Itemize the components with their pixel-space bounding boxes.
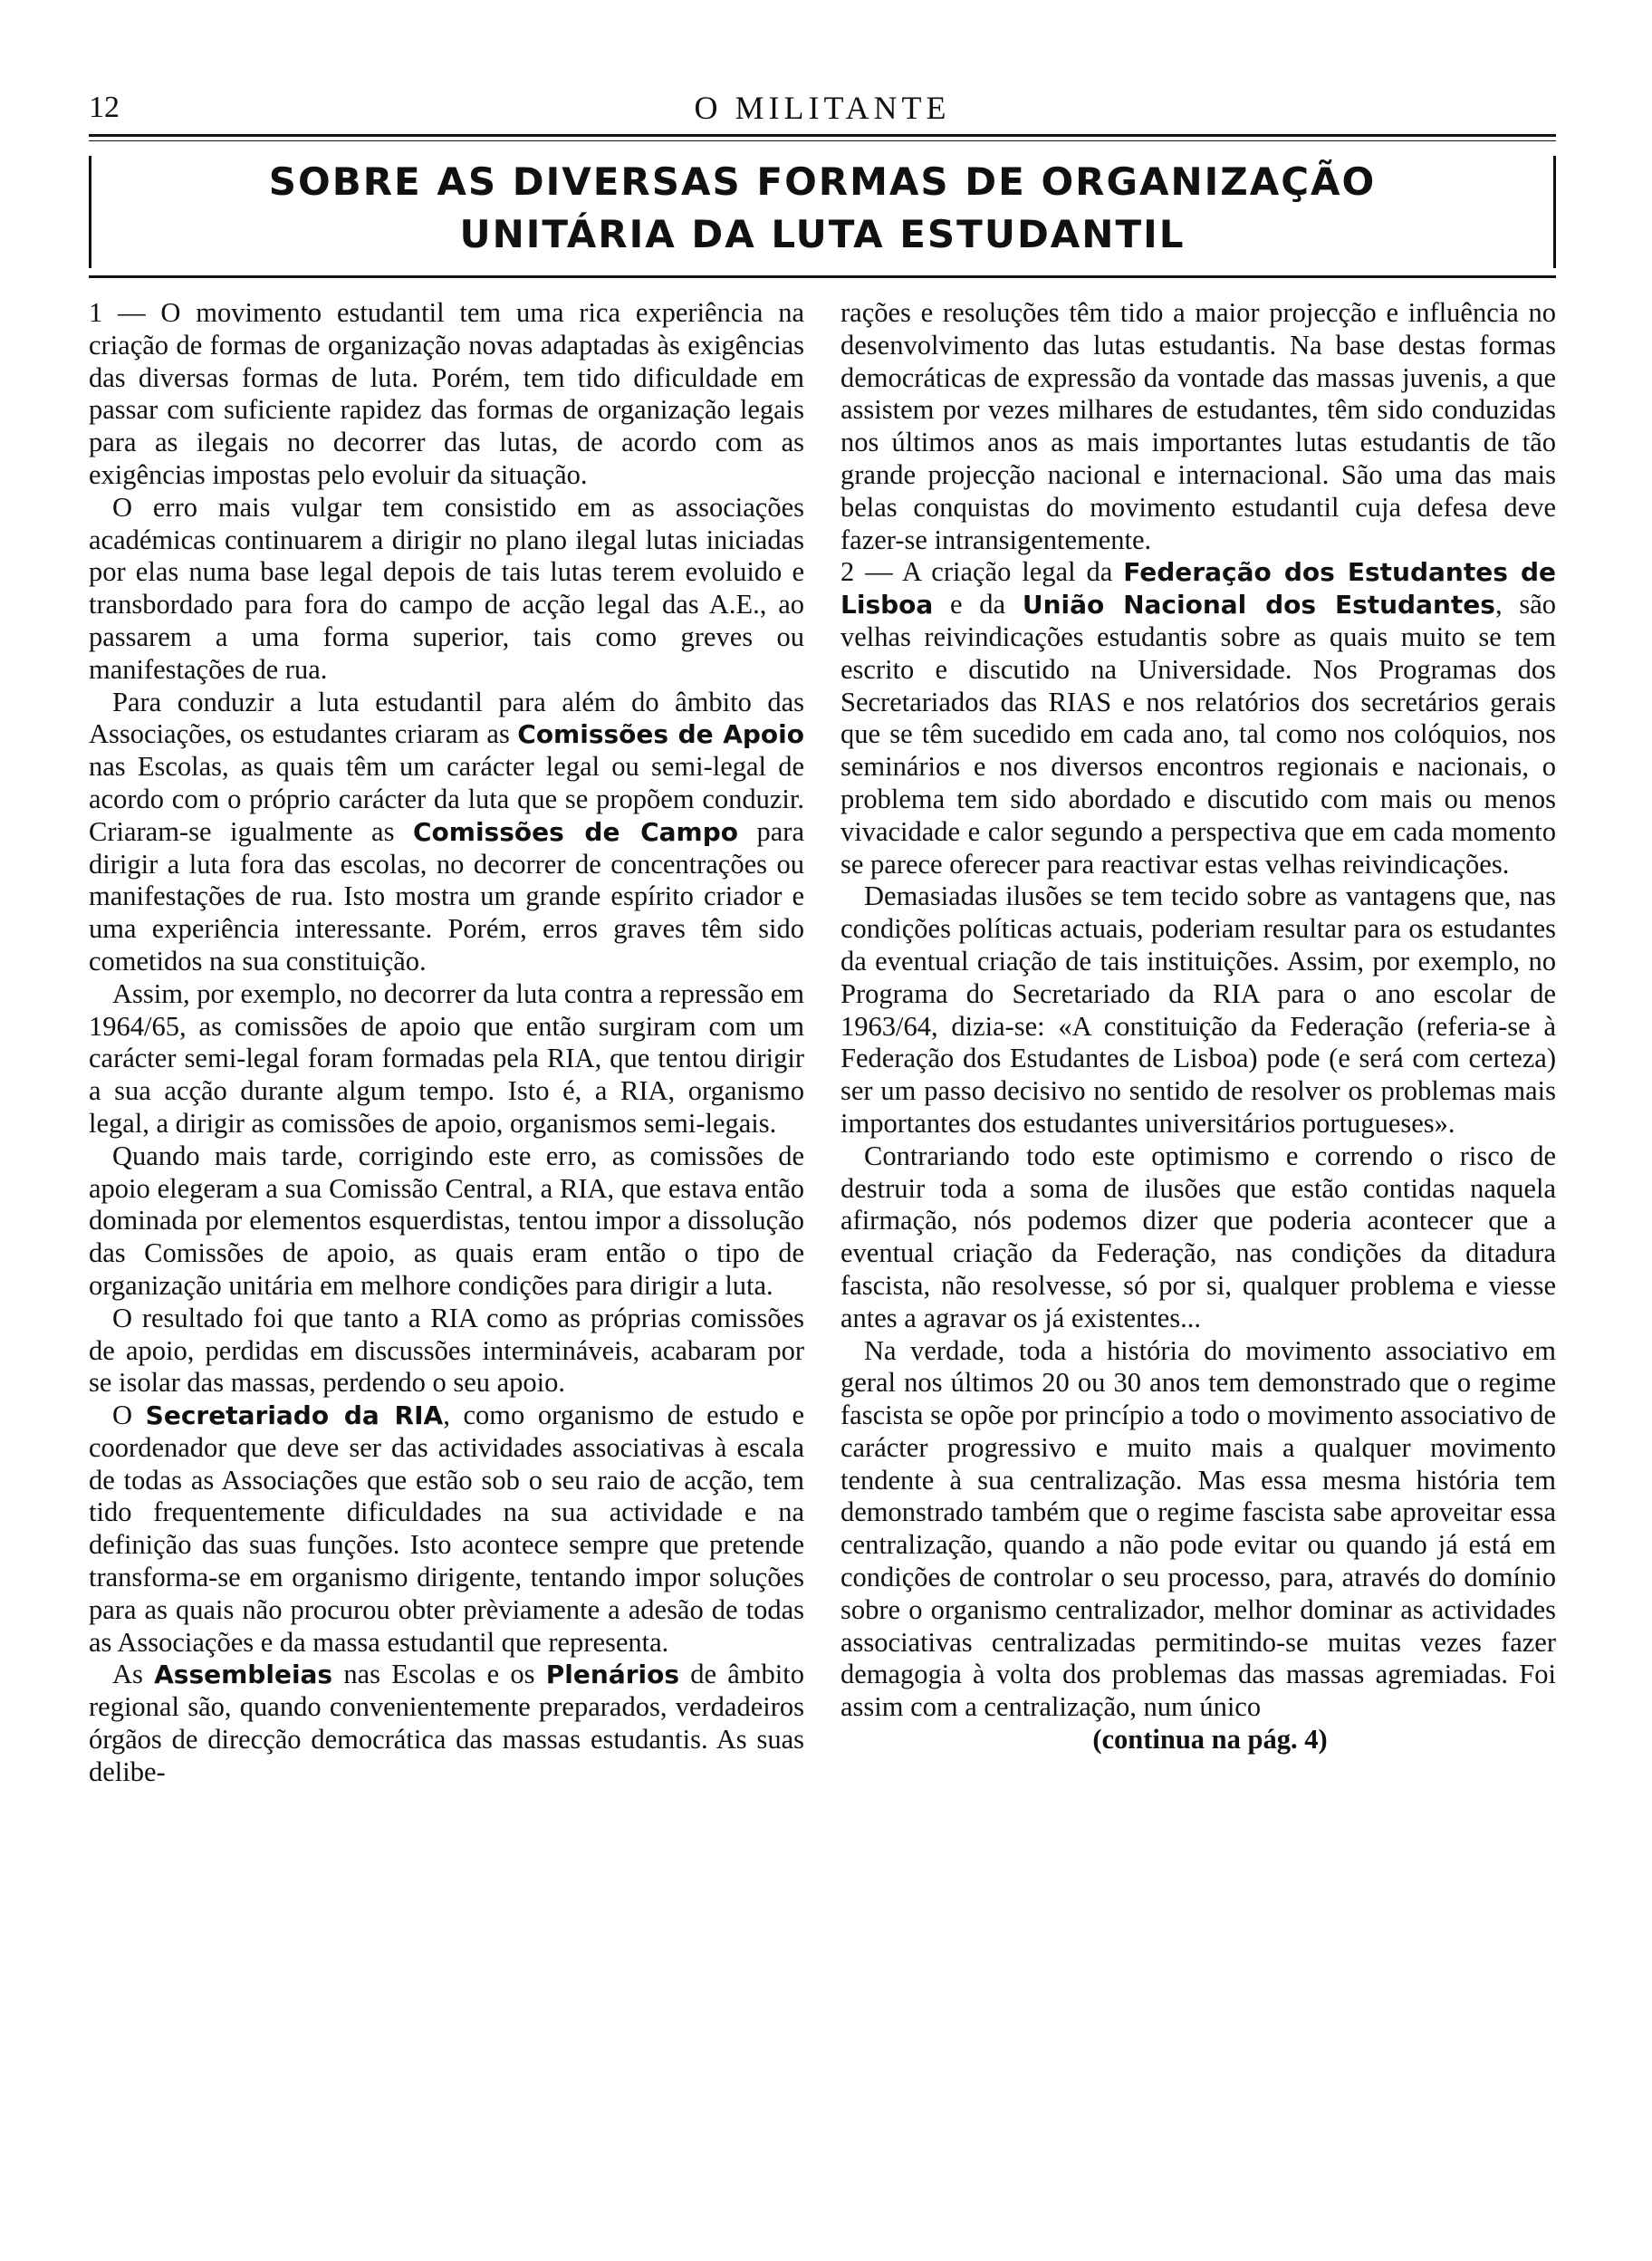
paragraph: Contrariando todo este optimismo e correndo o risco de destruir toda a soma de ilusões que estão contidas naquela afirmação, nós podemos dizer que poderia acontecer que a eventual criação da Federação, nas condições da ditadura fascista, não resolvesse, só por si, qualquer problema e viesse antes a agravar os já existentes...	[840, 1140, 1556, 1333]
paragraph: O resultado foi que tanto a RIA como as próprias comissões de apoio, perdidas em discussões intermináveis, acabaram por se isolar das massas, perdendo o seu apoio.	[89, 1302, 804, 1399]
paragraph: Demasiadas ilusões se tem tecido sobre as vantagens que, nas condições políticas actuais, poderiam resultar para os estudantes da eventual criação de tais instituições. Assim, por exemplo, no Programa do Secretariado da RIA para o ano escolar de 1963/64, dizia-se: «A constituição da Federação (referia-se à Federação dos Estudantes de Lisboa) pode (e será com certeza) ser um passo decisivo no sentido de resolver os problemas mais importantes dos estudantes universitários portugueses».	[840, 880, 1556, 1139]
organisation-name: Assembleias	[154, 1660, 333, 1690]
article-title-line-2: UNITÁRIA DA LUTA ESTUDANTIL	[459, 212, 1186, 256]
text-run: , são velhas reivindicações estudantis sobre as quais muito se tem escrito e discutido na Universidade. Nos Programas dos Secretariados das RIAS e nos relatórios dos secretários gerais que se têm sucedido em cada ano, tal como nos colóquios, nos seminários e nos diversos encontros regionais e nacionais, o problema tem sido abordado e discutido com mais ou menos vivacidade e calor segundo a perspectiva que em cada momento se parece oferecer para reactivar estas velhas reivindicações.	[840, 589, 1556, 880]
header-rule-thin	[89, 140, 1556, 141]
organisation-name: Comissões de Apoio	[517, 719, 804, 750]
text-run: Para conduzir a luta estudantil para além do âmbito das Associações, os estudantes criaram as	[89, 686, 804, 750]
paragraph: O erro mais vulgar tem consistido em as associações académicas continuarem a dirigir no plano ilegal lutas iniciadas por elas numa base legal depois de tais lutas terem evoluido e transbordado para fora do campo de acção legal das A.E., ao passarem a uma forma superior, tais como greves ou manifestações de rua.	[89, 491, 804, 685]
paragraph	[89, 1659, 804, 1788]
continued-note: (continua na pág. 4)	[1092, 1724, 1328, 1756]
paragraph: 1 — O movimento estudantil tem uma rica experiência na criação de formas de organização novas adaptadas às exigências das diversas formas de luta. Porém, tem tido dificuldade em passar com suficiente rapidez das formas de organização legais para as ilegais no decorrer das lutas, de acordo com as exigências impostas pelo evoluir da situação.	[89, 297, 804, 490]
organisation-name: Federação dos Estudantes de Lisboa	[840, 557, 1556, 621]
text-run: 2 — A criação legal da	[840, 556, 1124, 588]
article-body	[89, 297, 1556, 2199]
organisation-name: Secretariado da RIA	[145, 1400, 444, 1431]
organisation-name: Plenários	[545, 1660, 680, 1690]
organisation-name: Comissões de Campo	[412, 816, 738, 847]
paragraph: rações e resoluções têm tido a maior projecção e influência no desenvolvimento das lutas estudantis. Na base destas formas democráticas de expressão da vontade das massas juvenis, a que assistem por vezes milhares de estudantes, têm sido conduzidas nos últimos anos as mais importantes lutas estudantis de tão grande projecção nacional e internacional. São uma das mais belas conquistas do movimento estudantil cuja defesa deve fazer-se intransigentemente.	[840, 297, 1556, 555]
paragraph: Na verdade, toda a história do movimento associativo em geral nos últimos 20 ou 30 anos tem demonstrado que o regime fascista se opõe por princípio a todo o movimento associativo de carácter progressivo e muito mais a qualquer movimento tendente à sua centralização. Mas essa mesma história tem demonstrado também que o regime fascista sabe aproveitar essa centralização, quando a não pode evitar ou quando já está em condições de controlar o seu processo, para, através do domínio sobre o organismo centralizador, melhor dominar as actividades associativas centralizadas permitindo-se muitas vezes fazer demagogia à volta dos problemas das massas agremiadas. Foi assim com a centralização, num único	[840, 1334, 1556, 1723]
text-run: nas Escolas, as quais têm um carácter legal ou semi-legal de acordo com o próprio carácter da luta que se propõem conduzir. Criaram-se igualmente as	[89, 751, 804, 847]
title-rule	[89, 275, 1556, 278]
header-rule	[89, 134, 1556, 137]
text-run: nas Escolas e os	[332, 1659, 546, 1690]
left-column	[89, 297, 804, 2199]
text-run: As	[112, 1659, 155, 1690]
organisation-name: União Nacional dos Estudantes	[1022, 590, 1495, 621]
text-run: de âmbito regional são, quando convenientemente preparados, verdadeiros órgãos de direcção democrática das massas estudantis. As suas delibe-	[89, 1659, 805, 1787]
article-title-line-1: SOBRE AS DIVERSAS FORMAS DE ORGANIZAÇÃO	[268, 159, 1377, 204]
paragraph: Quando mais tarde, corrigindo este erro, as comissões de apoio elegeram a sua Comissão Central, a RIA, que estava então dominada por elementos esquerdistas, tentou impor a dissolução das Comissões de apoio, as quais eram então o tipo de organização unitária em melhore condições para dirigir a luta.	[89, 1140, 804, 1301]
publication-title: O MILITANTE	[694, 90, 951, 126]
paragraph	[840, 556, 1556, 880]
article-title-box	[89, 156, 1556, 268]
paragraph: Assim, por exemplo, no decorrer da luta contra a repressão em 1964/65, as comissões de apoio que então surgiram com um carácter semi-legal foram formadas pela RIA, que tentou dirigir a sua acção durante algum tempo. Isto é, a RIA, organismo legal, a dirigir as comissões de apoio, organismos semi-legais.	[89, 977, 804, 1139]
page-number: 12	[89, 91, 120, 124]
text-run: para dirigir a luta fora das escolas, no decorrer de concentrações ou manifestações de rua. Isto mostra um grande espírito criador e uma experiência interessante. Porém, erros graves têm sido cometidos na sua constituição.	[89, 815, 805, 977]
text-run: , como organismo de estudo e coordenador que deve ser das actividades associativas à escala de todas as Associações que estão sob o seu raio de acção, tem tido frequentemente dificuldades na sua actividade e na definição das suas funções. Isto acontece sempre que pretende transforma-se em organismo dirigente, tentando impor soluções para as quais não procurou obter prèviamente a adesão de todas as Associações e da massa estudantil que representa.	[89, 1400, 804, 1658]
text-run: e da	[933, 589, 1023, 621]
page-header	[89, 83, 1556, 130]
paragraph	[89, 687, 804, 978]
paragraph	[89, 1400, 804, 1659]
text-run: O	[112, 1400, 146, 1431]
right-column	[840, 297, 1556, 2199]
